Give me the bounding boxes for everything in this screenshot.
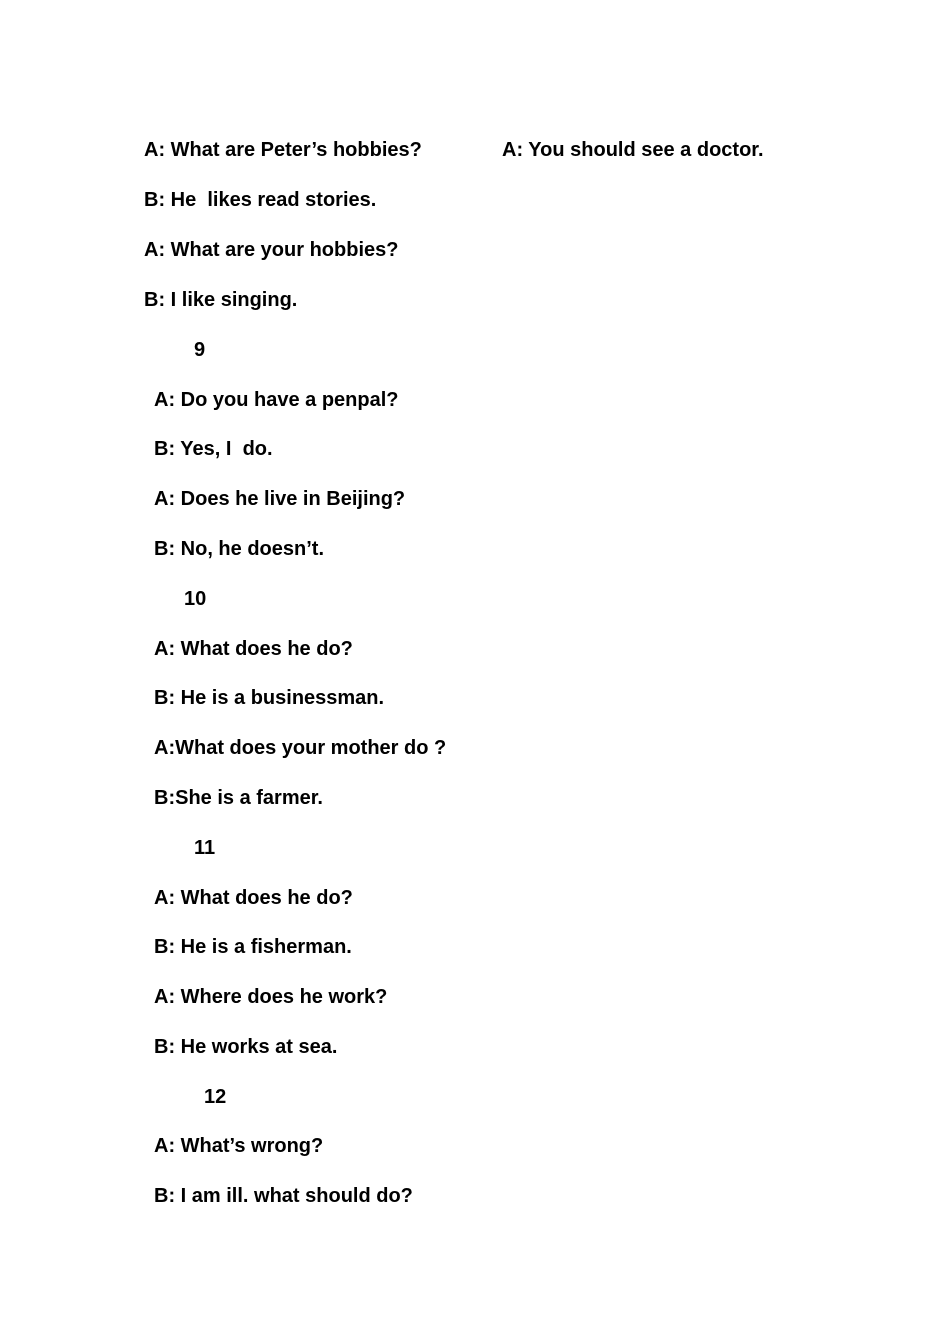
- section-number: 11: [194, 837, 216, 859]
- dialogue-line: B:She is a farmer.: [154, 787, 323, 809]
- dialogue-line: B: He is a businessman.: [154, 687, 385, 709]
- dialogue-line: A: Do you have a penpal?: [154, 389, 399, 411]
- dialogue-line: A: What’s wrong?: [154, 1135, 324, 1157]
- dialogue-line: B: No, he doesn’t.: [154, 538, 324, 560]
- dialogue-line: A: Where does he work?: [154, 986, 388, 1008]
- section-number: 12: [204, 1086, 227, 1108]
- dialogue-line: A: Does he live in Beijing?: [154, 488, 406, 510]
- dialogue-line: A: What does he do?: [154, 638, 353, 660]
- dialogue-line: B: He works at sea.: [154, 1036, 338, 1058]
- dialogue-line: A:What does your mother do ?: [154, 737, 447, 759]
- dialogue-line: B: I like singing.: [144, 289, 298, 311]
- section-number: 9: [194, 339, 206, 361]
- dialogue-line: B: Yes, I do.: [154, 438, 273, 460]
- dialogue-line: A: What are your hobbies?: [144, 239, 399, 261]
- dialogue-line: A: What are Peter’s hobbies?: [144, 139, 422, 161]
- dialogue-line: B: I am ill. what should do?: [154, 1185, 413, 1207]
- dialogue-line: B: He is a fisherman.: [154, 936, 352, 958]
- dialogue-line: A: What does he do?: [154, 887, 353, 909]
- section-number: 10: [184, 588, 207, 610]
- dialogue-line: B: He likes read stories.: [144, 189, 377, 211]
- dialogue-line: A: You should see a doctor.: [502, 139, 764, 161]
